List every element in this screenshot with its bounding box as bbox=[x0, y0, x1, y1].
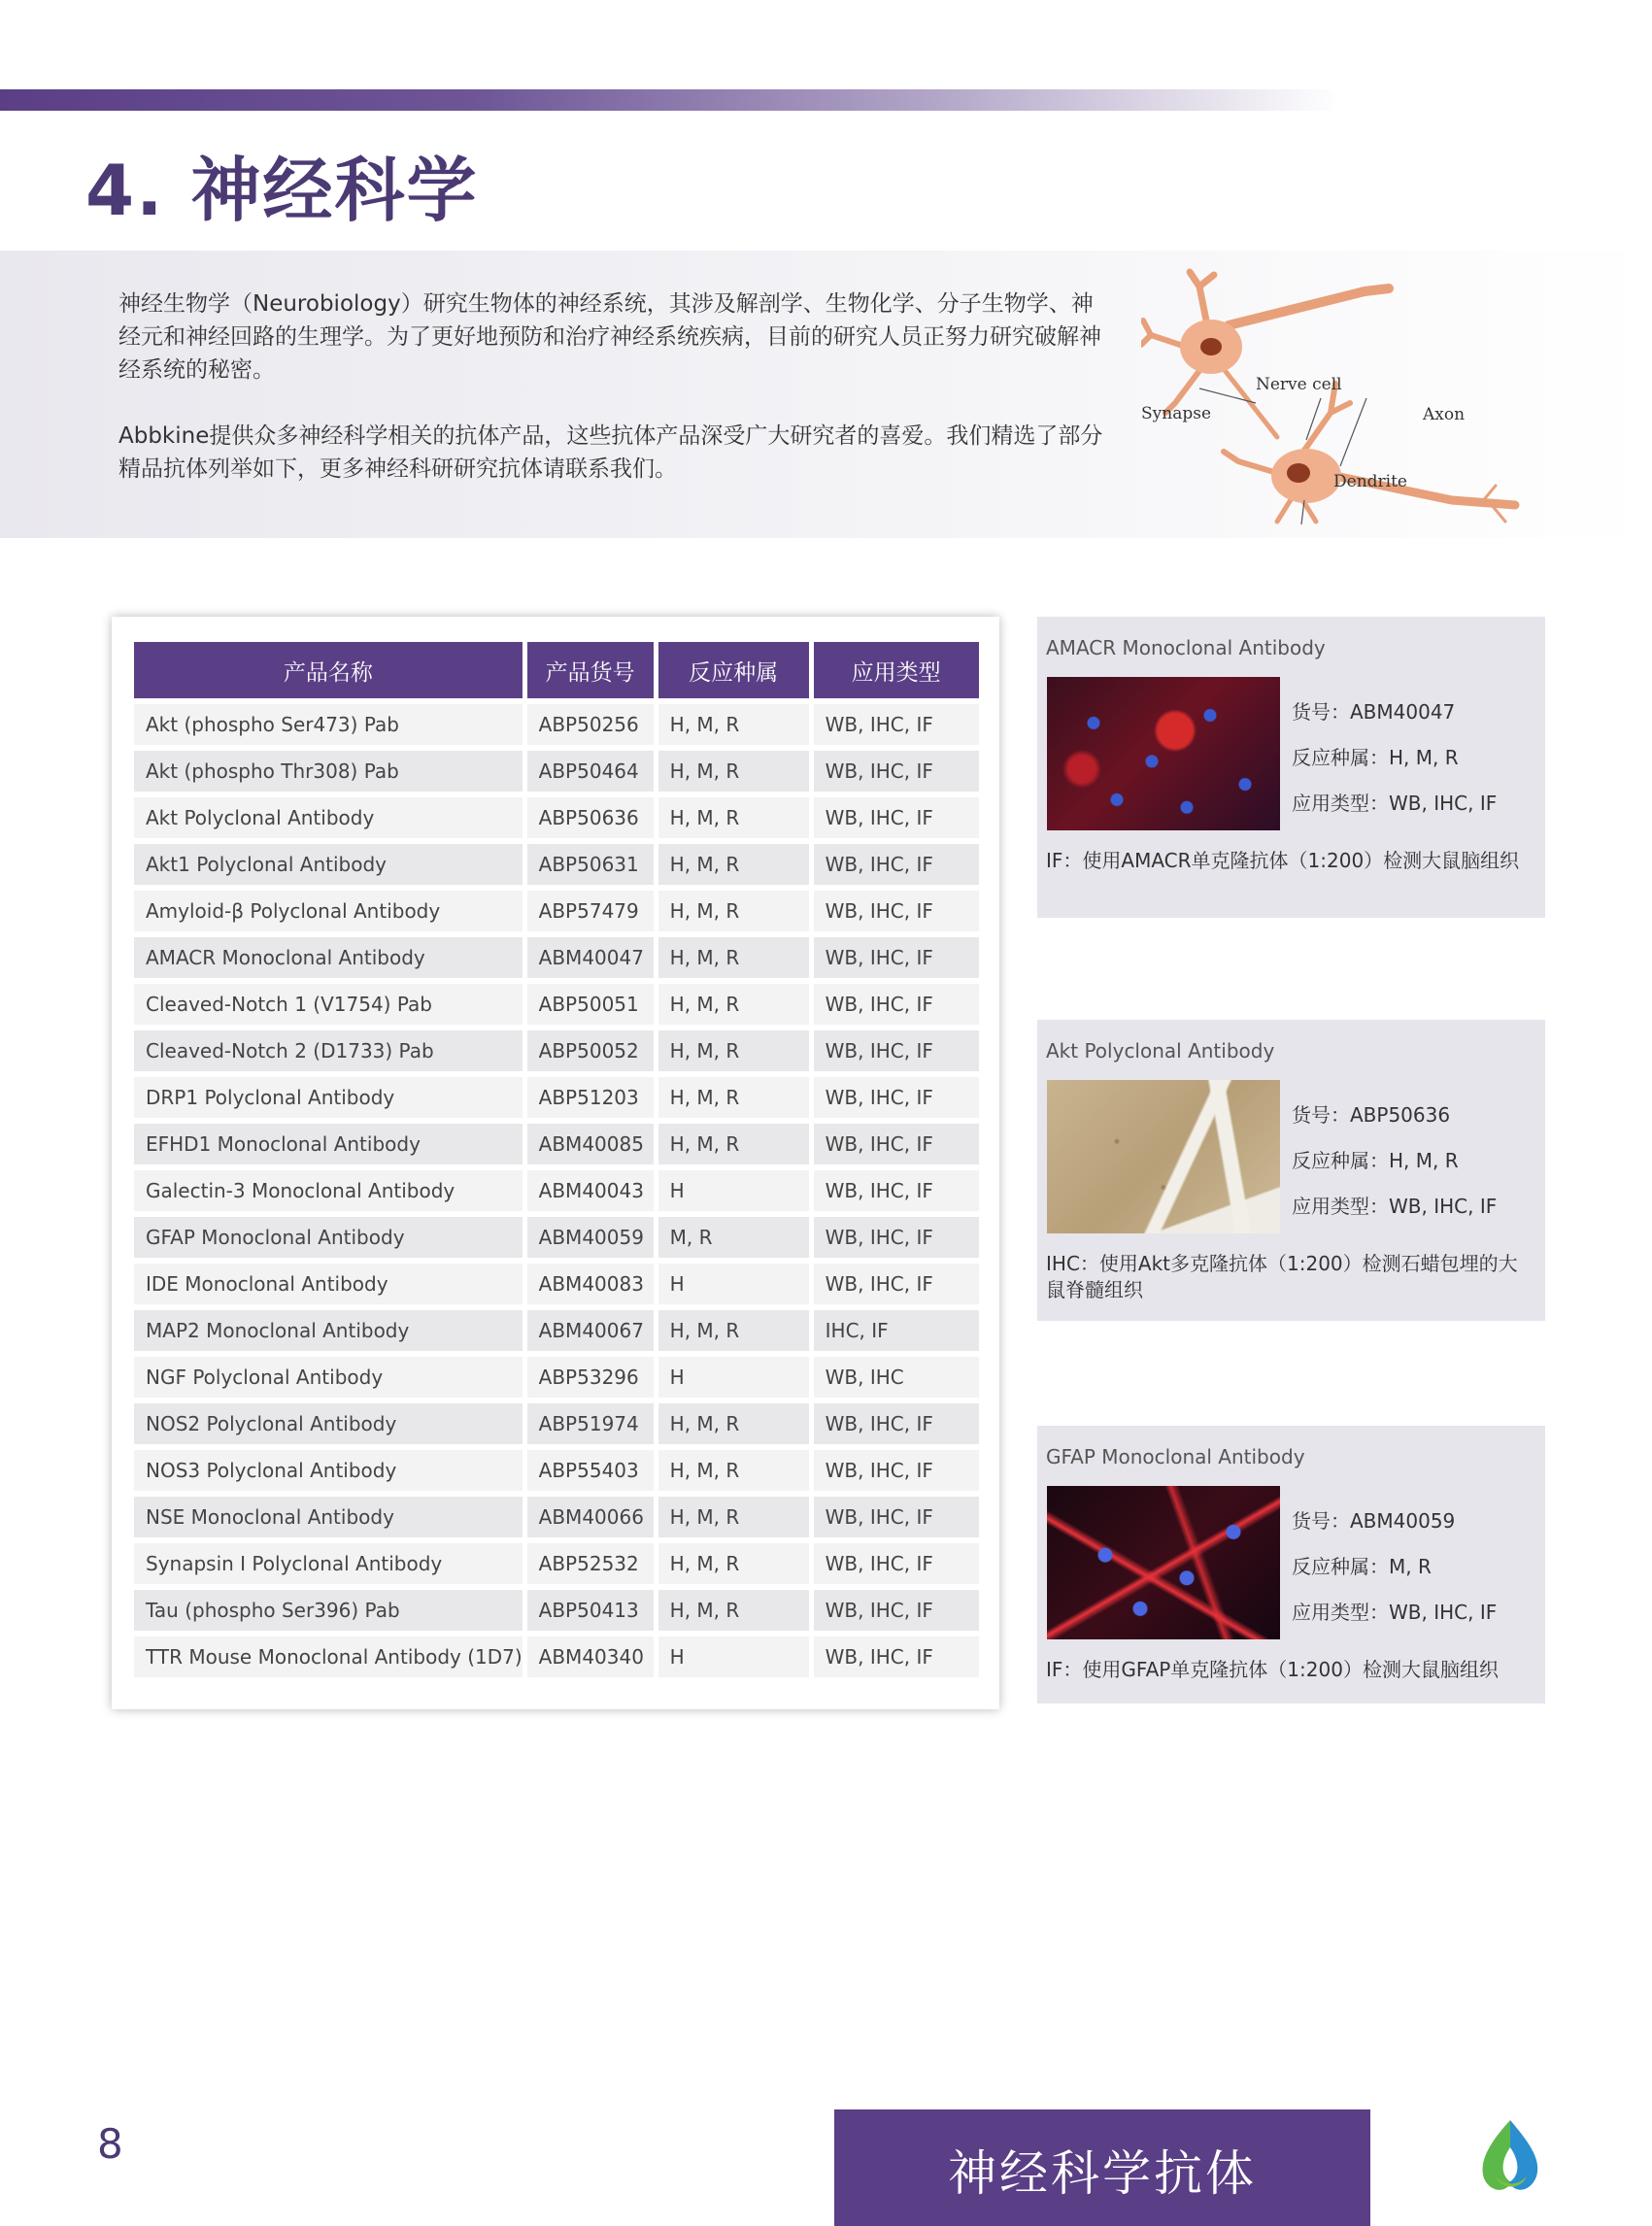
cell-reactivity: H, M, R bbox=[658, 751, 809, 792]
cell-application: WB, IHC, IF bbox=[814, 1030, 979, 1071]
table-row bbox=[134, 704, 979, 745]
page-number: 8 bbox=[97, 2120, 123, 2168]
cell-product-name: Akt (phospho Thr308) Pab bbox=[134, 751, 523, 792]
cell-product-name: NSE Monoclonal Antibody bbox=[134, 1497, 523, 1537]
cell-cat-no: ABP50464 bbox=[527, 751, 654, 792]
cell-application: WB, IHC, IF bbox=[814, 1543, 979, 1584]
cell-cat-no: ABP50413 bbox=[527, 1590, 654, 1631]
cell-application: WB, IHC, IF bbox=[814, 1590, 979, 1631]
cell-application: WB, IHC, IF bbox=[814, 1636, 979, 1677]
intro-paragraph-1: 神经生物学（Neurobiology）研究生物体的神经系统，其涉及解剖学、生物化学、分子生物学、神经元和神经回路的生理学。为了更好地预防和治疗神经系统疾病，目前的研究人员正努力研究破解神经系统的秘密。 bbox=[118, 291, 1101, 383]
cell-application: WB, IHC, IF bbox=[814, 797, 979, 838]
cell-reactivity: H, M, R bbox=[658, 1030, 809, 1071]
sample-reactivity: 反应种属：M, R bbox=[1292, 1555, 1432, 1578]
cell-reactivity: H, M, R bbox=[658, 1124, 809, 1164]
table-row bbox=[134, 751, 979, 792]
header-product-name: 产品名称 bbox=[134, 642, 523, 698]
cell-product-name: NOS3 Polyclonal Antibody bbox=[134, 1450, 523, 1491]
sample-caption: IF：使用GFAP单克隆抗体（1:200）检测大鼠脑组织 bbox=[1046, 1658, 1499, 1681]
cell-reactivity: H bbox=[658, 1264, 809, 1304]
cell-cat-no: ABP55403 bbox=[527, 1450, 654, 1491]
cell-cat-no: ABM40047 bbox=[527, 937, 654, 978]
cell-reactivity: H, M, R bbox=[658, 1403, 809, 1444]
cell-reactivity: H, M, R bbox=[658, 1543, 809, 1584]
cell-cat-no: ABP50256 bbox=[527, 704, 654, 745]
product-table bbox=[129, 636, 984, 1683]
table-row bbox=[134, 797, 979, 838]
table-row bbox=[134, 844, 979, 885]
sample-cat-no: 货号：ABM40047 bbox=[1292, 700, 1456, 724]
cell-application: WB, IHC, IF bbox=[814, 891, 979, 931]
cell-cat-no: ABP51974 bbox=[527, 1403, 654, 1444]
cell-product-name: Amyloid-β Polyclonal Antibody bbox=[134, 891, 523, 931]
sample-caption: IF：使用AMACR单克隆抗体（1:200）检测大鼠脑组织 bbox=[1046, 849, 1520, 872]
brand-logo-icon bbox=[1467, 2112, 1554, 2200]
cell-product-name: Akt Polyclonal Antibody bbox=[134, 797, 523, 838]
cell-cat-no: ABP57479 bbox=[527, 891, 654, 931]
table-row bbox=[134, 1357, 979, 1398]
cell-cat-no: ABM40083 bbox=[527, 1264, 654, 1304]
cell-product-name: NGF Polyclonal Antibody bbox=[134, 1357, 523, 1398]
cell-application: WB, IHC, IF bbox=[814, 1077, 979, 1118]
table-row bbox=[134, 1077, 979, 1118]
table-row bbox=[134, 891, 979, 931]
sample-info bbox=[1292, 1505, 1497, 1642]
synapse-label: Synapse bbox=[1141, 404, 1212, 423]
cell-application: WB, IHC, IF bbox=[814, 1450, 979, 1491]
cell-cat-no: ABP52532 bbox=[527, 1543, 654, 1584]
cell-application: WB, IHC, IF bbox=[814, 1403, 979, 1444]
intro-paragraph-2: Abbkine提供众多神经科学相关的抗体产品，这些抗体产品深受广大研究者的喜爱。我们精选了部分精品抗体列举如下，更多神经科研研究抗体请联系我们。 bbox=[118, 423, 1103, 482]
sample-application: 应用类型：WB, IHC, IF bbox=[1292, 1601, 1498, 1624]
table-row bbox=[134, 1217, 979, 1258]
sample-cat-no: 货号：ABM40059 bbox=[1292, 1509, 1456, 1533]
footer-section-box bbox=[834, 2109, 1370, 2226]
cell-reactivity: H bbox=[658, 1357, 809, 1398]
sample-card-amacr bbox=[1037, 617, 1545, 918]
cell-reactivity: H, M, R bbox=[658, 844, 809, 885]
table-row bbox=[134, 984, 979, 1025]
sample-application: 应用类型：WB, IHC, IF bbox=[1292, 1195, 1498, 1218]
sample-cat-no: 货号：ABP50636 bbox=[1292, 1103, 1451, 1127]
cell-cat-no: ABM40067 bbox=[527, 1310, 654, 1351]
cell-cat-no: ABM40043 bbox=[527, 1170, 654, 1211]
cell-product-name: Akt (phospho Ser473) Pab bbox=[134, 704, 523, 745]
table-row bbox=[134, 1497, 979, 1537]
cell-reactivity: H, M, R bbox=[658, 1310, 809, 1351]
table-body bbox=[134, 704, 979, 1677]
table-row bbox=[134, 1450, 979, 1491]
if-micrograph bbox=[1047, 677, 1280, 830]
cell-application: WB, IHC, IF bbox=[814, 1124, 979, 1164]
sample-caption: IHC：使用Akt多克隆抗体（1:200）检测石蜡包埋的大鼠脊髓组织 bbox=[1046, 1252, 1518, 1301]
cell-product-name: Synapsin I Polyclonal Antibody bbox=[134, 1543, 523, 1584]
cell-product-name: Cleaved-Notch 2 (D1733) Pab bbox=[134, 1030, 523, 1071]
header-reactivity: 反应种属 bbox=[658, 642, 809, 698]
table-row bbox=[134, 937, 979, 978]
axon-label: Axon bbox=[1423, 405, 1466, 424]
table-row bbox=[134, 1543, 979, 1584]
header-cat-no: 产品货号 bbox=[527, 642, 654, 698]
cell-application: IHC, IF bbox=[814, 1310, 979, 1351]
cell-product-name: MAP2 Monoclonal Antibody bbox=[134, 1310, 523, 1351]
sample-title: Akt Polyclonal Antibody bbox=[1046, 1039, 1275, 1062]
cell-product-name: GFAP Monoclonal Antibody bbox=[134, 1217, 523, 1258]
table-header-row bbox=[134, 642, 979, 698]
cell-reactivity: H, M, R bbox=[658, 797, 809, 838]
cell-application: WB, IHC, IF bbox=[814, 751, 979, 792]
cell-application: WB, IHC bbox=[814, 1357, 979, 1398]
nerve-cell-label: Nerve cell bbox=[1256, 375, 1342, 394]
cell-cat-no: ABP53296 bbox=[527, 1357, 654, 1398]
sample-application: 应用类型：WB, IHC, IF bbox=[1292, 792, 1498, 815]
sample-info bbox=[1292, 1099, 1497, 1236]
cell-product-name: Galectin-3 Monoclonal Antibody bbox=[134, 1170, 523, 1211]
cell-reactivity: H, M, R bbox=[658, 1590, 809, 1631]
cell-cat-no: ABM40085 bbox=[527, 1124, 654, 1164]
cell-application: WB, IHC, IF bbox=[814, 704, 979, 745]
cell-reactivity: H, M, R bbox=[658, 1450, 809, 1491]
cell-product-name: Akt1 Polyclonal Antibody bbox=[134, 844, 523, 885]
cell-product-name: TTR Mouse Monoclonal Antibody (1D7) bbox=[134, 1636, 523, 1677]
table-row bbox=[134, 1170, 979, 1211]
cell-cat-no: ABM40340 bbox=[527, 1636, 654, 1677]
cell-reactivity: H, M, R bbox=[658, 891, 809, 931]
cell-cat-no: ABP50636 bbox=[527, 797, 654, 838]
cell-product-name: Tau (phospho Ser396) Pab bbox=[134, 1590, 523, 1631]
cell-product-name: AMACR Monoclonal Antibody bbox=[134, 937, 523, 978]
dendrite-label: Dendrite bbox=[1333, 472, 1407, 491]
cell-application: WB, IHC, IF bbox=[814, 1497, 979, 1537]
sample-reactivity: 反应种属：H, M, R bbox=[1292, 1149, 1459, 1172]
cell-application: WB, IHC, IF bbox=[814, 844, 979, 885]
header-stripe bbox=[0, 89, 1340, 111]
cell-reactivity: H, M, R bbox=[658, 704, 809, 745]
cell-cat-no: ABM40066 bbox=[527, 1497, 654, 1537]
cell-reactivity: H bbox=[658, 1170, 809, 1211]
cell-cat-no: ABM40059 bbox=[527, 1217, 654, 1258]
cell-product-name: EFHD1 Monoclonal Antibody bbox=[134, 1124, 523, 1164]
cell-product-name: IDE Monoclonal Antibody bbox=[134, 1264, 523, 1304]
table-row bbox=[134, 1030, 979, 1071]
sample-reactivity: 反应种属：H, M, R bbox=[1292, 746, 1459, 769]
cell-reactivity: H, M, R bbox=[658, 984, 809, 1025]
table-row bbox=[134, 1636, 979, 1677]
cell-product-name: Cleaved-Notch 1 (V1754) Pab bbox=[134, 984, 523, 1025]
table-row bbox=[134, 1590, 979, 1631]
cell-cat-no: ABP50052 bbox=[527, 1030, 654, 1071]
cell-reactivity: H, M, R bbox=[658, 1497, 809, 1537]
cell-reactivity: M, R bbox=[658, 1217, 809, 1258]
cell-reactivity: H bbox=[658, 1636, 809, 1677]
cell-cat-no: ABP50631 bbox=[527, 844, 654, 885]
if-micrograph bbox=[1047, 1486, 1280, 1639]
table-row bbox=[134, 1403, 979, 1444]
sample-title: GFAP Monoclonal Antibody bbox=[1046, 1445, 1305, 1468]
sample-info bbox=[1292, 696, 1497, 833]
table-row bbox=[134, 1124, 979, 1164]
cell-product-name: DRP1 Polyclonal Antibody bbox=[134, 1077, 523, 1118]
footer-section-label: 神经科学抗体 bbox=[948, 2145, 1257, 2202]
table-row bbox=[134, 1310, 979, 1351]
cell-application: WB, IHC, IF bbox=[814, 984, 979, 1025]
neuron-illustration bbox=[1141, 267, 1530, 529]
sample-card-akt bbox=[1037, 1020, 1545, 1321]
cell-reactivity: H, M, R bbox=[658, 937, 809, 978]
header-application: 应用类型 bbox=[814, 642, 979, 698]
sample-title: AMACR Monoclonal Antibody bbox=[1046, 636, 1326, 659]
ihc-micrograph bbox=[1047, 1080, 1280, 1233]
cell-reactivity: H, M, R bbox=[658, 1077, 809, 1118]
cell-application: WB, IHC, IF bbox=[814, 1217, 979, 1258]
table-row bbox=[134, 1264, 979, 1304]
cell-application: WB, IHC, IF bbox=[814, 1264, 979, 1304]
product-table-card bbox=[112, 617, 999, 1709]
cell-application: WB, IHC, IF bbox=[814, 937, 979, 978]
page-title: 4. 神经科学 bbox=[85, 150, 479, 231]
cell-cat-no: ABP51203 bbox=[527, 1077, 654, 1118]
cell-product-name: NOS2 Polyclonal Antibody bbox=[134, 1403, 523, 1444]
cell-application: WB, IHC, IF bbox=[814, 1170, 979, 1211]
cell-cat-no: ABP50051 bbox=[527, 984, 654, 1025]
sample-card-gfap bbox=[1037, 1426, 1545, 1703]
